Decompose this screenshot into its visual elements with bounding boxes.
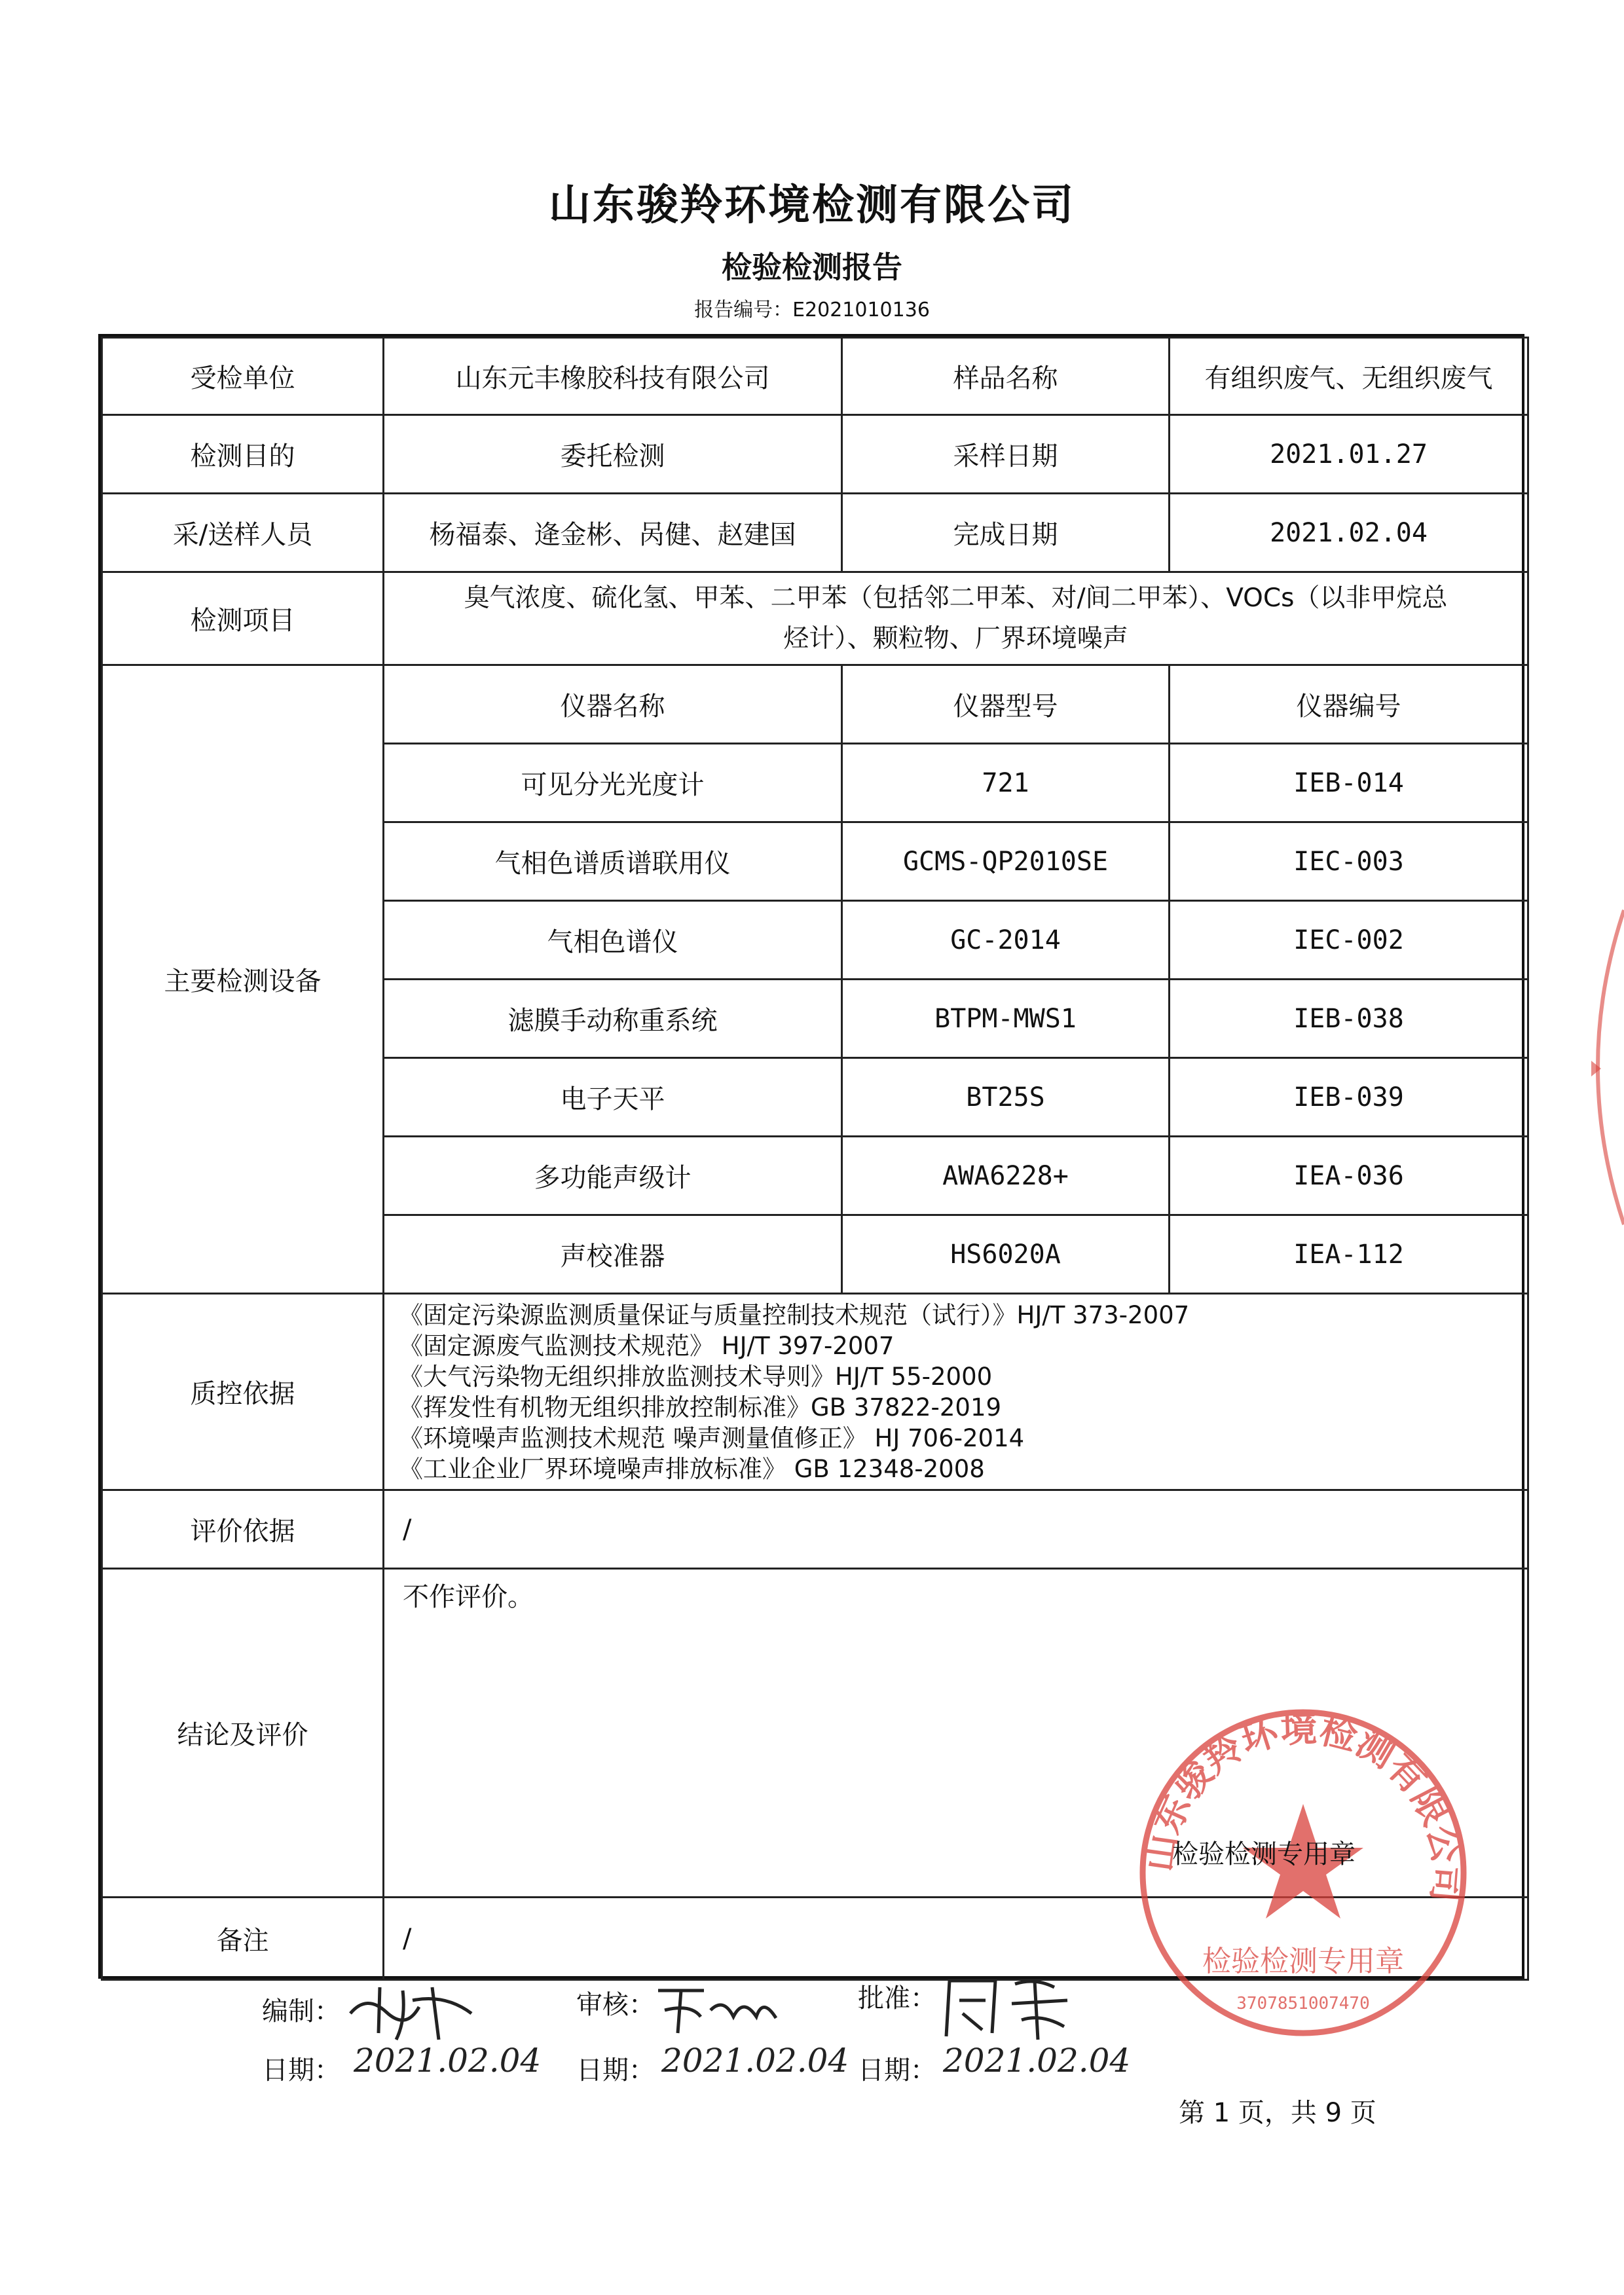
items-label: 检测项目 (102, 572, 384, 665)
compiler-signature (341, 1974, 485, 2046)
equipment-model: BTPM-MWS1 (842, 980, 1170, 1058)
compiled-date: 2021.02.04 (354, 2042, 542, 2080)
purpose-label: 检测目的 (102, 415, 384, 494)
items-line-2: 烃计）、颗粒物、厂界环境噪声 (783, 623, 1128, 653)
approved-label: 批准： (858, 1983, 936, 2013)
remarks-value: / (384, 1898, 1528, 1980)
client-label: 受检单位 (102, 338, 384, 415)
equipment-model: 721 (842, 744, 1170, 822)
sample-value: 有组织废气、无组织废气 (1170, 338, 1528, 415)
equipment-id: IEB-039 (1170, 1058, 1528, 1137)
remarks-label: 备注 (102, 1898, 384, 1980)
staff-value: 杨福泰、逄金彬、呙健、赵建国 (384, 494, 842, 572)
reviewer-signature (652, 1971, 783, 2043)
equipment-name: 声校准器 (384, 1215, 842, 1294)
reviewed-date-label: 日期： (576, 2055, 655, 2085)
equipment-id: IEC-003 (1170, 822, 1528, 901)
qc-value (384, 1294, 1528, 1490)
evaluation-value: / (384, 1490, 1528, 1569)
equipment-id: IEA-112 (1170, 1215, 1528, 1294)
reviewed-date: 2021.02.04 (661, 2042, 849, 2080)
report-number: 报告编号：E2021010136 (694, 299, 930, 321)
equipment-model: GC-2014 (842, 901, 1170, 980)
equipment-header-id: 仪器编号 (1170, 665, 1528, 744)
conclusion-value: 不作评价。 (384, 1569, 1528, 1898)
equipment-id: IEA-036 (1170, 1137, 1528, 1215)
finish-date-value: 2021.02.04 (1170, 494, 1528, 572)
equipment-label: 主要检测设备 (102, 665, 384, 1294)
equipment-name: 气相色谱仪 (384, 901, 842, 980)
seal-ring-text: 山东骏羚环境检测有限公司 (1137, 1708, 1469, 1904)
qc-line: 《挥发性有机物无组织排放控制标准》GB 37822-2019 (399, 1393, 1002, 1422)
equipment-header-row (102, 665, 1528, 744)
items-line-1: 臭气浓度、硫化氢、甲苯、二甲苯（包括邻二甲苯、对/间二甲苯）、VOCs（以非甲烷总 (464, 583, 1448, 613)
table-row (102, 415, 1528, 494)
table-row (102, 1294, 1528, 1490)
qc-line: 《固定源废气监测技术规范》 HJ/T 397-2007 (399, 1331, 895, 1360)
equipment-model: HS6020A (842, 1215, 1170, 1294)
equipment-model: GCMS-QP2010SE (842, 822, 1170, 901)
conclusion-label: 结论及评价 (102, 1569, 384, 1898)
page-number: 第 1 页，共 9 页 (1179, 2098, 1376, 2128)
compiled-label: 编制： (262, 1996, 341, 2027)
stamp-label: 检验检测专用章 (1172, 1839, 1356, 1869)
sample-label: 样品名称 (842, 338, 1170, 415)
equipment-id: IEB-014 (1170, 744, 1528, 822)
approved-date: 2021.02.04 (943, 2042, 1131, 2080)
equipment-id: IEC-002 (1170, 901, 1528, 980)
finish-date-label: 完成日期 (842, 494, 1170, 572)
client-value: 山东元丰橡胶科技有限公司 (384, 338, 842, 415)
equipment-model: BT25S (842, 1058, 1170, 1137)
equipment-id: IEB-038 (1170, 980, 1528, 1058)
items-value (384, 572, 1528, 665)
qc-line: 《固定污染源监测质量保证与质量控制技术规范（试行）》HJ/T 373-2007 (399, 1300, 1190, 1329)
equipment-name: 可见分光光度计 (384, 744, 842, 822)
seal-number: 3707851007470 (1236, 1994, 1370, 2013)
equipment-header-name: 仪器名称 (384, 665, 842, 744)
sampling-date-label: 采样日期 (842, 415, 1170, 494)
equipment-name: 气相色谱质谱联用仪 (384, 822, 842, 901)
qc-line: 《环境噪声监测技术规范 噪声测量值修正》 HJ 706-2014 (399, 1423, 1025, 1452)
qc-label: 质控依据 (102, 1294, 384, 1490)
equipment-name: 多功能声级计 (384, 1137, 842, 1215)
approved-date-label: 日期： (858, 2055, 936, 2085)
reviewed-label: 审核： (576, 1990, 655, 2020)
qc-line: 《工业企业厂界环境噪声排放标准》 GB 12348-2008 (399, 1454, 985, 1483)
table-row (102, 572, 1528, 665)
seam-stamp (1565, 897, 1624, 1238)
equipment-name: 滤膜手动称重系统 (384, 980, 842, 1058)
sampling-date-value: 2021.01.27 (1170, 415, 1528, 494)
report-title: 检验检测报告 (722, 249, 902, 285)
official-seal (1126, 1696, 1480, 2049)
company-name: 山东骏羚环境检测有限公司 (549, 181, 1075, 230)
compiled-date-label: 日期： (262, 2055, 341, 2085)
table-row (102, 338, 1528, 415)
staff-label: 采/送样人员 (102, 494, 384, 572)
seal-bottom-text: 检验检测专用章 (1202, 1945, 1404, 1978)
equipment-name: 电子天平 (384, 1058, 842, 1137)
equipment-header-model: 仪器型号 (842, 665, 1170, 744)
table-row (102, 1490, 1528, 1569)
table-row (102, 494, 1528, 572)
purpose-value: 委托检测 (384, 415, 842, 494)
approver-signature (936, 1968, 1087, 2046)
evaluation-label: 评价依据 (102, 1490, 384, 1569)
equipment-model: AWA6228+ (842, 1137, 1170, 1215)
qc-line: 《大气污染物无组织排放监测技术导则》HJ/T 55-2000 (399, 1362, 993, 1391)
